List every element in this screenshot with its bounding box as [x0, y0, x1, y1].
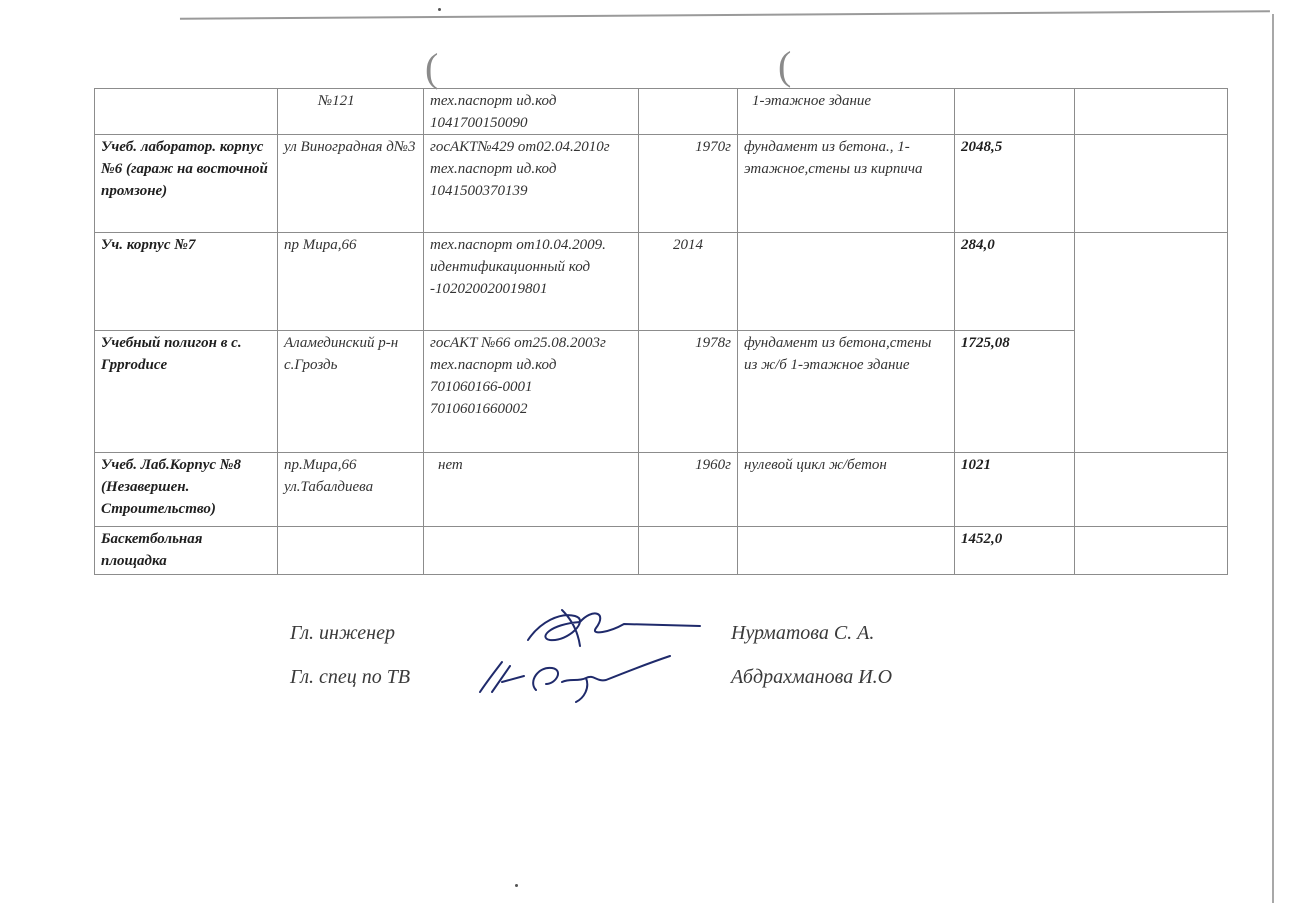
cell-document: нет [424, 453, 639, 527]
table-row [95, 89, 1228, 135]
cell-year: 2014 [639, 233, 738, 331]
cell-area: 1452,0 [955, 527, 1075, 575]
cell-object: Уч. корпус №7 [95, 233, 278, 331]
cell-year: 1978г [639, 331, 738, 453]
cell-object [95, 89, 278, 135]
cell-address: Аламединский р-н с.Гроздь [278, 331, 424, 453]
cell-area: 2048,5 [955, 135, 1075, 233]
cell-description: фундамент из бетона,стены из ж/б 1-этажное здание [738, 331, 955, 453]
cell-description: фундамент из бетона., 1-этажное,стены из кирпича [738, 135, 955, 233]
cell-document: госАКТ №66 от25.08.2003г тех.паспорт ид.код 701060166-0001 7010601660002 [424, 331, 639, 453]
cell-document: тех.паспорт ид.код 1041700150090 [424, 89, 639, 135]
cell-note [1075, 233, 1228, 331]
cell-year: 1970г [639, 135, 738, 233]
signature-title: Гл. инженер [290, 622, 395, 644]
cell-area [955, 89, 1075, 135]
binding-mark-left: ( [425, 45, 439, 90]
cell-area: 284,0 [955, 233, 1075, 331]
binding-mark-right: ( [778, 43, 792, 88]
table-row [95, 527, 1228, 575]
handwritten-signature-2 [466, 652, 676, 706]
cell-note [1075, 331, 1228, 453]
cell-document: тех.паспорт от10.04.2009. идентификационный код -102020020019801 [424, 233, 639, 331]
cell-address [278, 527, 424, 575]
cell-year [639, 527, 738, 575]
scan-edge-right [1272, 14, 1282, 903]
cell-document: госАКТ№429 от02.04.2010г тех.паспорт ид.код 1041500370139 [424, 135, 639, 233]
cell-address: №121 [278, 89, 424, 135]
cell-year [639, 89, 738, 135]
scan-speck [515, 884, 518, 887]
cell-note [1075, 527, 1228, 575]
cell-object: Учебный полигон в с. Грproduce [95, 331, 278, 453]
cell-area: 1725,08 [955, 331, 1075, 453]
cell-note [1075, 453, 1228, 527]
cell-description: нулевой цикл ж/бетон [738, 453, 955, 527]
cell-note [1075, 135, 1228, 233]
cell-description: 1-этажное здание [738, 89, 955, 135]
table-row [95, 453, 1228, 527]
cell-object: Учеб. лаборатор. корпус №6 (гараж на восточной промзоне) [95, 135, 278, 233]
cell-description [738, 233, 955, 331]
table-row [95, 331, 1228, 453]
cell-document [424, 527, 639, 575]
cell-description [738, 527, 955, 575]
signature-name: Абдрахманова И.О [731, 666, 893, 688]
scan-speck [438, 8, 441, 11]
cell-year: 1960г [639, 453, 738, 527]
cell-note [1075, 89, 1228, 135]
table-row [95, 233, 1228, 331]
table-row [95, 135, 1228, 233]
cell-object: Баскетбольная площадка [95, 527, 278, 575]
scan-edge-top [180, 10, 1270, 30]
cell-area: 1021 [955, 453, 1075, 527]
property-table [94, 88, 1228, 575]
signature-name: Нурматова С. А. [731, 622, 875, 644]
cell-address: пр.Мира,66 ул.Табалдиева [278, 453, 424, 527]
cell-object: Учеб. Лаб.Корпус №8 (Незавершен. Строительство) [95, 453, 278, 527]
cell-address: ул Виноградная д№3 [278, 135, 424, 233]
cell-address: пр Мира,66 [278, 233, 424, 331]
handwritten-signature-1 [520, 602, 710, 652]
signature-title: Гл. спец по ТВ [290, 666, 411, 688]
